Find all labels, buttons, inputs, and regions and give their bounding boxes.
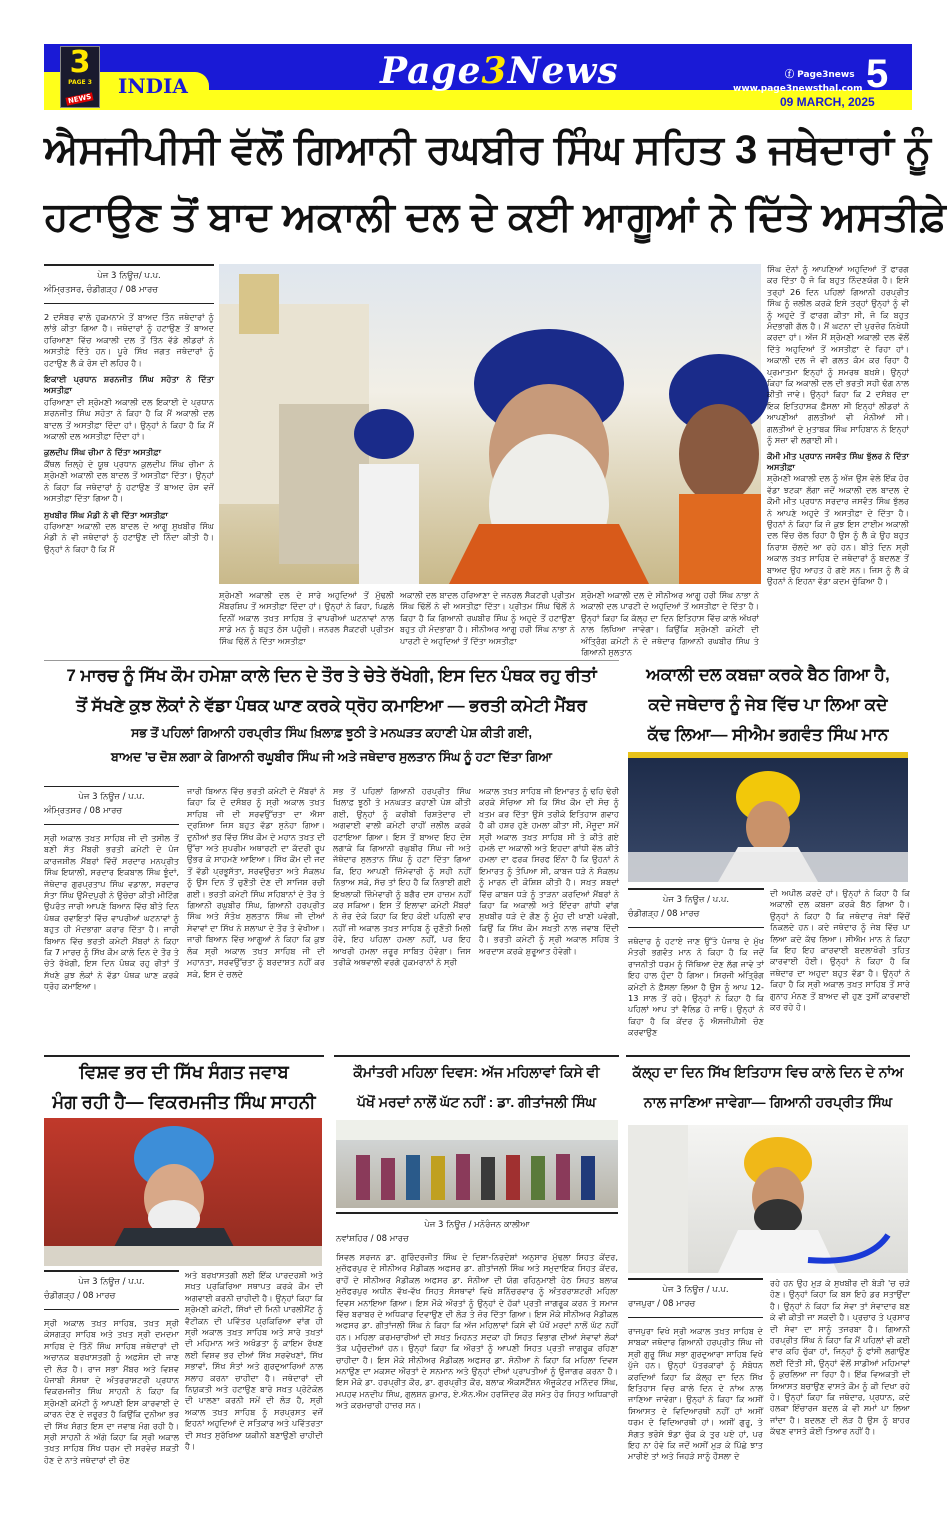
story2-headline-2: ਤੋਂ ਸੱਖਣੇ ਕੁਝ ਲੋਕਾਂ ਨੇ ਵੱਡਾ ਪੰਥਕ ਘਾਣ ਕਰਕੇ ਧ੍ਰੋਹ ਕਮਾਇਆ — ਭਰਤੀ ਕਮੇਟੀ ਮੈਂਬਰ bbox=[76, 696, 587, 715]
story2-column-2: ਜਾਰੀ ਬਿਆਨ ਵਿੱਚ ਭਰਤੀ ਕਮੇਟੀ ਦੇ ਮੈਂਬਰਾਂ ਨੇ ਕਿਹਾ ਕਿ ਦੋ ਦਸੰਬਰ ਨੂੰ ਸ੍ਰੀ ਅਕਾਲ ਤਖ਼ਤ ਸਾਹਿਬ ਜੀ ਦੀ ਸਰਵਉੱਚਤਾ ਦਾ ਐਸਾ ਦ੍ਰਸ਼ਿਆ ਜਿਸ ਬਹੁਤ ਵੱਡਾ ਸੁਨੇਹਾ ਗਿਆ। ਦੁਨੀਆਂ ਭਰ ਵਿੱਚ ਸਿੱਖ ਕੌਮ ਦੇ ਮਹਾਨ ਤਖ਼ਤ ਦੀ ਉੱਚਾ ਅਤੇ ਸੁਪਰੀਮ ਅਥਾਰਟੀ ਦਾ ਕੱਦਰੀ ਰੂਪ ਉਭਰ ਕੇ ਸਾਹਮਣੇ ਆਇਆ। ਸਿੱਖ ਕੌਮ ਦੀ ਜਦ ਤੋਂ ਵੱਡੀ ਪ੍ਰਭੂਸੱਤਾ, ਸਰਵਉਚਤਾ ਅਤੇ ਸੰਕਲਪ ਨੂੰ ਉਸ ਦਿਨ ਤੋਂ ਚੁਣੌਤੀ ਦੇਣ ਦੀ ਸਾਜਿਸ਼ ਰਚੀ ਗਈ। ਭਰਤੀ ਕਮੇਟੀ ਸਿੰਘ ਸਹਿਬਾਨਾਂ ਦੇ ਤੌਰ ਤੇ ਗਿਆਨੀ ਰਘੁਬੀਰ ਸਿੰਘ, ਗਿਆਨੀ ਹਰਪ੍ਰੀਤ ਸਿੰਘ ਅਤੇ ਸੰਤੋਖ ਸੁਲਤਾਨ ਸਿੰਘ ਜੀ ਦੀਆਂ ਸੇਵਾਵਾਂ ਦਾ ਸਿੱਖ ਨੇ ਸ਼ਲਾਘਾ ਦੇ ਤੌਰ ਤੇ ਵੇਖੀਆ। ਜਾਰੀ ਬਿਆਨ ਵਿੱਚ ਆਗੂਆਂ ਨੇ ਕਿਹਾ ਕਿ ਕੁਝ ਲੋਕ ਸ੍ਰੀ ਅਕਾਲ ਤਖ਼ਤ ਸਾਹਿਬ ਜੀ ਦੀ ਮਹਾਨਤਾ, ਸਰਵਉੱਚਤਾ ਨੂੰ ਬਰਦਾਸ਼ਤ ਨਹੀਂ ਕਰ ਸਕੇ, ਇਸ ਦੇ ਚਲਦੇ bbox=[187, 786, 325, 979]
story2-byline: ਪੇਜ 3 ਨਿਊਜ਼ / ਪ.ਪ. ਅੰਮ੍ਰਿਤਸਰ / 08 ਮਾਰਚ bbox=[44, 786, 179, 825]
story4-photo-sahni bbox=[44, 1118, 322, 1266]
lead-byline: ਪੇਜ 3 ਨਿਊਜ਼/ ਪ.ਪ. ਅੰਮ੍ਰਿਤਸਰ, ਚੰਡੀਗੜ੍ਹ / 08 ਮਾਰਚ bbox=[44, 264, 214, 304]
story6-header bbox=[626, 1055, 910, 1117]
story3-photo-illustration bbox=[628, 752, 908, 882]
lead-column-3: ਅਕਾਲੀ ਦਲ ਬਾਦਲ ਹਰਿਆਣਾ ਦੇ ਜਨਰਲ ਸੈਕਟਰੀ ਪ੍ਰੀਤਮ ਸਿੰਘ ਢਿੱਲੋਂ ਨੇ ਵੀ ਅਸਤੀਫ਼ਾ ਦਿੱਤਾ। ਪ੍ਰੀਤਮ ਸਿੰਘ ਢਿੱਲੋਂ ਨੇ ਕਿਹਾ ਹੈ ਕਿ ਗਿਆਨੀ ਰਘਬੀਰ ਸਿੰਘ ਨੂੰ ਅਹੁਦੇ ਤੋਂ ਹਟਾਉਣਾ ਬਹੁਤ ਹੀ ਮੰਦਭਾਗਾ ਹੈ। ਸੀਨੀਅਰ ਆਗੂ ਹਰੀ ਸਿੰਘ ਨਾਭਾ ਨੇ ਪਾਰਟੀ ਦੇ ਅਹੁਦਿਆਂ ਤੋਂ ਦਿੱਤਾ ਅਸਤੀਫ਼ਾ bbox=[400, 590, 575, 646]
story6-photo-harpreet bbox=[628, 1125, 908, 1273]
newspaper-title: Page3News bbox=[380, 50, 619, 92]
section-label: INDIA bbox=[118, 74, 188, 98]
story3-column-2: ਦੀ ਅਪੀਲ ਕਰਦੇ ਹਾਂ। ਉਨ੍ਹਾਂ ਨੇ ਕਿਹਾ ਹੈ ਕਿ ਅਕਾਲੀ ਦਲ ਕਬਜ਼ਾ ਕਰਕੇ ਬੈਠ ਗਿਆ ਹੈ। ਉਨ੍ਹਾਂ ਨੇ ਕਿਹਾ ਹੈ ਕਿ ਜਥੇਦਾਰ ਜੇਬਾਂ ਵਿੱਚੋਂ ਨਿਕਲਦੇ ਹਨ। ਕਦੇ ਜਥੇਦਾਰ ਨੂੰ ਜੇਬ ਵਿੱਚ ਪਾ ਲਿਆ ਕਦੇ ਕੱਢ ਲਿਆ। ਸੀਐਮ ਮਾਨ ਨੇ ਕਿਹਾ ਕਿ ਇਹ ਇਹ ਕਾਰਵਾਈ ਬਦਲਾਖੋਰੀ ਤਹਿਤ ਕਾਰਵਾਈ ਹੋਈ। ਉਨ੍ਹਾਂ ਨੇ ਕਿਹਾ ਹੈ ਕਿ ਜਥੇਦਾਰ ਦਾ ਅਹੁਦਾ ਬਹੁਤ ਵੱਡਾ ਹੈ। ਉਨ੍ਹਾਂ ਨੇ ਕਿਹਾ ਹੈ ਕਿ ਸ੍ਰੀ ਅਕਾਲ ਤਖ਼ਤ ਸਾਹਿਬ ਤੋਂ ਸਾਰੇ ਗੁਨਾਹ ਮੰਨਣ ਤੋਂ ਬਾਅਦ ਵੀ ਹੁਣ ਤੁਸੀਂ ਕਾਰਵਾਈ ਕਰ ਰਹੇ ਹੋ। bbox=[770, 888, 910, 1013]
story4-column-1: ਪੇਜ 3 ਨਿਊਜ਼ / ਪ.ਪ. ਚੰਡੀਗੜ੍ਹ / 08 ਮਾਰਚ ਸ੍ਰੀ ਅਕਾਲ ਤਖ਼ਤ ਸਾਹਿਬ, ਤਖ਼ਤ ਸ੍ਰੀ ਕੇਸਗੜ੍ਹ ਸਾਹਿਬ ਅਤੇ ਤਖ਼ਤ ਸ੍ਰੀ ਦਮਦਮਾ ਸਾਹਿਬ ਦੇ ਤਿੰਨੋਂ ਸਿੰਘ ਸਾਹਿਬ ਜਥੇਦਾਰਾਂ ਦੀ ਅਚਾਨਕ ਬਰਖ਼ਾਸਤਗੀ ਨੂੰ ਅਫ਼ਸੋਸ ਦੀ ਜਾਣ ਦੀ ਲੋੜ ਹੈ। ਰਾਜ ਸਭਾ ਮੈਂਬਰ ਅਤੇ ਵਿਸ਼ਵ ਪੰਜਾਬੀ ਸੰਸਥਾ ਦੇ ਅੰਤਰਰਾਸ਼ਟਰੀ ਪ੍ਰਧਾਨ ਵਿਕਰਮਜੀਤ ਸਿੰਘ ਸਾਹਨੀ ਨੇ ਕਿਹਾ ਕਿ ਸ਼੍ਰੋਮਣੀ ਕਮੇਟੀ ਨੂੰ ਆਪਣੀ ਇਸ ਕਾਰਵਾਈ ਦੇ ਕਾਰਨ ਦੇਣ ਦੇ ਜ਼ਰੂਰਤ ਹੈ ਕਿਉਂਕਿ ਦੁਨੀਆ ਭਰ ਦੀ ਸਿੱਖ ਸੰਗਤ ਇਸ ਦਾ ਜਵਾਬ ਮੰਗ ਰਹੀ ਹੈ। ਸ੍ਰੀ ਸਾਹਨੀ ਨੇ ਅੱਗੇ ਕਿਹਾ ਕਿ ਸ੍ਰੀ ਅਕਾਲ ਤਖ਼ਤ ਸਾਹਿਬ ਸਿੱਖ ਧਰਮ ਦੀ ਸਰਵੋਚ ਸ਼ਕਤੀ ਹੋਣ ਦੇ ਨਾਤੇ ਜਥੇਦਾਰਾਂ ਦੀ ਚੋਣ bbox=[44, 1270, 179, 1525]
story6-headline-2: ਨਾਲ ਜਾਣਿਆ ਜਾਵੇਗਾ— ਗਿਆਨੀ ਹਰਪ੍ਰੀਤ ਸਿੰਘ bbox=[643, 1094, 893, 1110]
facebook-handle[interactable]: ⓕ Page3news bbox=[785, 70, 855, 80]
story2-column-3: ਸਭ ਤੋਂ ਪਹਿਲਾਂ ਗਿਆਨੀ ਹਰਪ੍ਰੀਤ ਸਿੰਘ ਖ਼ਿਲਾਫ਼ ਝੂਠੀ ਤੇ ਮਨਘੜਤ ਕਹਾਣੀ ਪੇਸ਼ ਕੀਤੀ ਗਈ, ਉਨ੍ਹਾਂ ਨੂੰ ਕਰੀਬੀ ਰਿਸ਼ਤੇਦਾਰ ਦੀ ਅਗਵਾਈ ਵਾਲੀ ਕਮੇਟੀ ਰਾਹੀਂ ਜ਼ਲੀਲ ਕਰਕੇ ਹਟਾਇਆ ਗਿਆ। ਇਸ ਤੋਂ ਬਾਅਦ ਇਹ ਦੋਸ਼ ਲਗਾਕੇ ਕਿ ਗਿਆਨੀ ਰਘੁਬੀਰ ਸਿੰਘ ਜੀ ਅਤੇ ਜੱਥੇਦਾਰ ਸੁਲਤਾਨ ਸਿੰਘ ਨੂੰ ਹਟਾ ਦਿੱਤਾ ਗਿਆ ਕਿ, ਇਹ ਆਪਣੀ ਜ਼ਿੰਮੇਵਾਰੀ ਨੂੰ ਸਹੀ ਨਹੀਂ ਨਿਭਾਅ ਸਕੇ, ਸੱਚ ਤਾਂ ਇਹ ਹੈ ਕਿ ਨਿਭਾਈ ਗਈ ਇਖਲਾਕੀ ਜ਼ਿੰਮੇਵਾਰੀ ਨੂੰ ਬਗੈਰ ਦਸ ਹਾਜ਼ਮ ਨਹੀਂ ਕਰ ਸਕਿਆ। ਇਸ ਤੋਂ ਇਲਾਵਾ ਕਮੇਟੀ ਮੈਂਬਰਾਂ ਨੇ ਜ਼ੋਰ ਦੇਕੇ ਕਿਹਾ ਕਿ ਇਹ ਕੋਈ ਪਹਿਲੀ ਵਾਰ ਨਹੀਂ ਜੀ ਅਕਾਲ ਤਖ਼ਤ ਸਾਹਿਬ ਨੂੰ ਚੁਣੌਤੀ ਮਿਲੀ ਹੋਵੇ, ਇਹ ਪਹਿਲਾ ਹਮਲਾ ਨਹੀਂ, ਪਰ ਇਹ ਆਖਰੀ ਹਮਲਾ ਜ਼ਰੂਰ ਸਾਬਿਤ ਹੋਵੇਗਾ। ਜਿਸ ਤਰੀਕੇ ਅਥਵਾਲੀ ਵਰਗੇ ਹੁਕਮਰਾਨਾਂ ਨੇ ਸ੍ਰੀ bbox=[333, 786, 471, 968]
story5-byline: ਪੇਜ 3 ਨਿਊਜ਼ / ਮਨੋਰੰਜਨ ਕਾਲੀਆ ਨਵਾਂਸ਼ਹਿਰ / 08 ਮਾਰਚ bbox=[336, 1212, 618, 1246]
lead-headline-line-2: ਹਟਾਉਣ ਤੋਂ ਬਾਦ ਅਕਾਲੀ ਦਲ ਦੇ ਕਈ ਆਗੂਆਂ ਨੇ ਦਿੱਤੇ ਅਸਤੀਫ਼ੇ bbox=[44, 195, 947, 239]
story4-header bbox=[44, 1055, 324, 1117]
story4-headline-2: ਮੰਗ ਰਹੀ ਹੈ— ਵਿਕਰਮਜੀਤ ਸਿੰਘ ਸਾਹਨੀ bbox=[52, 1092, 316, 1112]
story6-column-2: ਰਹੇ ਹਨ ਉਹ ਮੁੜ ਕੇ ਸੁਖਬੀਰ ਦੀ ਬੇੜੀ 'ਚ ਚੜੇ ਹੋਣ। ਉਨ੍ਹਾਂ ਕਿਹਾ ਕਿ ਬਸ ਇਹੋ ਡਰ ਸਤਾਉਂਦਾ ਹੈ। ਉਨ੍ਹਾਂ ਨੇ ਕਿਹਾ ਕਿ ਸੇਵਾ ਤਾਂ ਸੇਵਾਦਾਰ ਬਣ ਕੇ ਵੀ ਕੀਤੀ ਜਾ ਸਕਦੀ ਹੈ। ਪ੍ਰਚਾਰ ਤੇ ਪ੍ਰਸਾਰ ਦੀ ਸੇਵਾ ਦਾ ਸਾਨੂੰ ਤਜਰਬਾ ਹੈ। ਗਿਆਨੀ ਹਰਪ੍ਰੀਤ ਸਿੰਘ ਨੇ ਕਿਹਾ ਕਿ ਮੈਂ ਪਹਿਲਾਂ ਵੀ ਕਈ ਵਾਰ ਕਹਿ ਚੁੱਕਾ ਹਾਂ, ਜਿਨ੍ਹਾਂ ਨੂੰ ਫਾਂਸੀ ਲਗਾਉਣ ਲਈ ਦਿੱਤੀ ਸੀ, ਉਨ੍ਹਾਂ ਵੱਲੋਂ ਸਾਡੀਆਂ ਮਹਿਮਾਵਾਂ ਨੂੰ ਕੁਚਲਿਆ ਜਾ ਰਿਹਾ ਹੈ। ਇੱਕ ਵਿਅਕਤੀ ਦੀ ਸਿਆਸਤ ਬਚਾਉਣ ਵਾਸਤੇ ਕੌਮ ਨੂੰ ਕੀ ਦਿਖਾ ਰਹੇ ਹੋ। ਉਨ੍ਹਾਂ ਕਿਹਾ ਕਿ ਜਥੇਦਾਰ, ਪ੍ਰਧਾਨ, ਕਦੇ ਹਲਕਾ ਇੰਚਾਰਜ ਬਦਲ ਕੇ ਵੀ ਸਮਾਂ ਪਾ ਲਿਆ ਜਾਂਦਾ ਹੈ। ਬਦਲਣ ਦੀ ਲੋੜ ਹੈ ਉਸ ਨੂੰ ਬਾਹਰ ਕੱਢਣ ਵਾਸਤੇ ਕੋਈ ਤਿਆਰ ਨਹੀਂ ਹੈ। bbox=[770, 1278, 910, 1437]
story6-column-1: ਪੇਜ 3 ਨਿਊਜ਼ / ਪ.ਪ. ਰਾਜਪੁਰਾ / 08 ਮਾਰਚ ਰਾਜਪੁਰਾ ਵਿਖੇ ਸ੍ਰੀ ਅਕਾਲ ਤਖ਼ਤ ਸਾਹਿਬ ਦੇ ਸਾਬਕਾ ਜਥੇਦਾਰ ਗਿਆਨੀ ਹਰਪ੍ਰੀਤ ਸਿੰਘ ਜੀ ਸ੍ਰੀ ਗੁਰੂ ਸਿੰਘ ਸਭਾ ਗੁਰਦੁਆਰਾ ਸਾਹਿਬ ਵਿਖੇ ਪੁੱਜੇ ਹਨ। ਉਨ੍ਹਾਂ ਪੱਤਰਕਾਰਾਂ ਨੂੰ ਸੰਬੋਧਨ ਕਰਦਿਆਂ ਕਿਹਾ ਕਿ ਕੱਲ੍ਹ ਦਾ ਦਿਨ ਸਿੱਖ ਇਤਿਹਾਸ ਵਿਚ ਕਾਲੇ ਦਿਨ ਦੇ ਨਾਂਅ ਨਾਲ ਜਾਣਿਆ ਜਾਵੇਗਾ। ਉਨ੍ਹਾਂ ਨੇ ਕਿਹਾ ਕਿ ਅਸੀਂ ਸਿਆਸਤ ਦੇ ਵਿਦਿਆਰਥੀ ਨਹੀਂ ਹਾਂ ਅਸੀਂ ਧਰਮ ਦੇ ਵਿਦਿਆਰਥੀ ਹਾਂ। ਅਸੀਂ ਗੁਰੂ, ਤੇ ਸੰਗਤ ਭਰੋਸੇ ਝੰਡਾ ਚੁੱਕ ਕੇ ਤੁਰ ਪਏ ਹਾਂ, ਪਰ ਇਹ ਨਾ ਹੋਵੇ ਕਿ ਜਦੋਂ ਅਸੀਂ ਮੁੜ ਕੇ ਪਿੱਛੇ ਝਾਤ ਮਾਰੀਏ ਤਾਂ ਅਤੇ ਜਿਹੜੇ ਸਾਨੂੰ ਹੌਸਲਾ ਦੇ bbox=[628, 1278, 763, 1525]
story2-subhead-1: ਸਭ ਤੋਂ ਪਹਿਲਾਂ ਗਿਆਨੀ ਹਰਪ੍ਰੀਤ ਸਿੰਘ ਖ਼ਿਲਾਫ਼ ਝੂਠੀ ਤੇ ਮਨਘੜਤ ਕਹਾਣੀ ਪੇਸ਼ ਕੀਤੀ ਗਈ, bbox=[131, 726, 532, 740]
story2-column-1: ਪੇਜ 3 ਨਿਊਜ਼ / ਪ.ਪ. ਅੰਮ੍ਰਿਤਸਰ / 08 ਮਾਰਚ ਸ੍ਰੀ ਅਕਾਲ ਤਖ਼ਤ ਸਾਹਿਬ ਜੀ ਦੀ ਤਸੀਲ ਤੋਂ ਬਣੀ ਸੱਤ ਮੈਂਬਰੀ ਭਰਤੀ ਕਮੇਟੀ ਦੇ ਪੰਜ ਕਾਰਜਸ਼ੀਲ ਮੈਂਬਰਾਂ ਵਿੱਚੋਂ ਸਰਦਾਰ ਮਨਪ੍ਰੀਤ ਸਿੰਘ ਇਯਾਲੀ, ਸਰਦਾਰ ਇਕਬਾਲ ਸਿੰਘ ਝੂੰਦਾਂ, ਜੱਥੇਦਾਰ ਗੁਰਪ੍ਰਤਾਪ ਸਿੰਘ ਵਡਾਲਾ, ਸਰਦਾਰ ਸੰਤਾ ਸਿੰਘ ਉਮੈਦਪੁਰੀ ਨੇ ਉਚੇਚਾ ਕੀਤੀ ਮੀਟਿੰਗ ਉਪਰੰਤ ਜਾਰੀ ਆਪਣੇ ਬਿਆਨ ਵਿੱਚ ਬੀਤੇ ਦਿਨ ਪੰਥਕ ਰਵਾਇਤਾਂ ਵਿੱਚ ਵਾਪਰੀਆਂ ਘਟਨਾਵਾਂ ਨੂੰ ਬਹੁਤ ਹੀ ਮੰਦਭਾਗਾ ਕਰਾਰ ਦਿੱਤਾ ਹੈ। ਜਾਰੀ ਬਿਆਨ ਵਿੱਚ ਭਰਤੀ ਕਮੇਟੀ ਮੈਂਬਰਾਂ ਨੇ ਕਿਹਾ ਕਿ 7 ਮਾਰਚ ਨੂੰ ਸਿੱਖ ਕੌਮ ਕਾਲੇ ਦਿਨ ਦੇ ਤੌਰ ਤੇ ਚੇਤੇ ਰੱਖੇਗੀ, ਇਸ ਦਿਨ ਪੰਥਕ ਰਹੁ ਰੀਤਾਂ ਤੋਂ ਸੱਖਣੇ ਕੁਝ ਲੋਕਾਂ ਨੇ ਵੱਡਾ ਪੰਥਕ ਘਾਣ ਕਰਕੇ ਧ੍ਰੋਹ ਕਮਾਇਆ। bbox=[44, 786, 179, 1044]
story2-subhead-2: ਬਾਅਦ 'ਚ ਦੋਸ਼ ਲਗਾ ਕੇ ਗਿਆਨੀ ਰਘੂਬੀਰ ਸਿੰਘ ਜੀ ਅਤੇ ਜਥੇਦਾਰ ਸੁਲਤਾਨ ਸਿੰਘ ਨੂੰ ਹਟਾ ਦਿੱਤਾ ਗਿਆ bbox=[111, 750, 552, 764]
story2-column-4: ਅਕਾਲ ਤਖ਼ਤ ਸਾਹਿਬ ਜੀ ਇਮਾਰਤ ਨੂੰ ਢਹਿ ਢੇਰੀ ਕਰਕੇ ਸੋਚਿਆ ਸੀ ਕਿ ਸਿੱਖ ਕੌਮ ਦੀ ਸੋਚ ਨੂੰ ਖ਼ਤਮ ਕਰ ਦਿੱਤਾ ਉਸੇ ਤਰੀਕੇ ਇਤਿਹਾਸ ਗਵਾਹ ਹੈ ਕੀ ਹਸ਼ਰ ਹੁਣੇ ਹਮਲਾ ਕੀਤਾ ਸੀ, ਮੌਜੂਦਾ ਸਮੇਂ ਸ੍ਰੀ ਅਕਾਲ ਤਖ਼ਤ ਸਾਹਿਬ ਸੀ ਤੇ ਕੀਤੇ ਗਏ ਹਮਲੇ ਦਾ ਅਕਾਲੀ ਅਤੇ ਇਹਦਾ ਗਾਂਧੀ ਵੱਲ ਕੀਤੇ ਹਮਲਾ ਦਾ ਫਰਕ ਸਿਰਫ ਇੰਨਾ ਹੈ ਕਿ ਉਹਨਾਂ ਨੇ ਇਮਾਰਤ ਨੂੰ ਤੋਪਿਆ ਸੀ, ਕਾਬਜ ਧੜੇ ਨੇ ਸੰਕਲਪ ਨੂੰ ਮਾਰਨ ਦੀ ਕੋਸ਼ਿਸ਼ ਕੀਤੀ ਹੈ। ਸਖ਼ਤ ਸ਼ਬਦਾਂ ਵਿੱਚ ਕਾਬਜ ਧੜੇ ਨੂੰ ਤਾੜਨਾ ਕਰਦਿਆਂ ਮੈਂਬਰਾਂ ਨੇ ਕਿਹਾ ਕਿ ਅਕਾਲੀ ਅਤੇ ਇੰਦਰਾ ਗਾਂਧੀ ਵਾਂਗ ਸੁਖਬੀਰ ਧੜੇ ਦੇ ਗੌਣ ਨੂੰ ਮੂੰਹ ਦੀ ਖਾਣੀ ਪਵੇਗੀ, ਕਿਉਂ ਕਿ ਸਿੱਖ ਕੌਮ ਸਖ਼ਤੀ ਨਾਲ ਜਵਾਬ ਦਿੰਦੀ ਹੈ। ਭਰਤੀ ਕਮੇਟੀ ਨੂੰ ਸ੍ਰੀ ਅਕਾਲ ਸਹਿਬ ਤੇ ਅਰਦਾਸ ਕਰਕੇ ਸ਼ੁਰੂਆਤ ਹੋਵੇਗੀ। bbox=[479, 786, 619, 956]
story3-column-1: ਪੇਜ 3 ਨਿਊਜ਼ / ਪ.ਪ. ਚੰਡੀਗੜ੍ਹ / 08 ਮਾਰਚ ਜਥੇਦਾਰ ਨੂੰ ਹਟਾਏ ਜਾਣ ਉੱਤੇ ਪੰਜਾਬ ਦੇ ਮੁੱਖ ਮੰਤਰੀ ਭਗਵੰਤ ਮਾਨ ਨੇ ਕਿਹਾ ਹੈ ਕਿ ਜਦੋਂ ਰਾਜਨੀਤੀ ਧਰਮ ਨੂੰ ਜਿੱਥਿਆ ਦੇਣ ਲੱਗ ਜਾਵੇ ਤਾਂ ਇਹ ਹਾਲ ਹੁੰਦਾ ਹੈ ਗਿਆ। ਸਿਰਜੀ ਅੰਤ੍ਰਿੰਗ ਕਮੇਟੀ ਨੇ ਫ਼ੈਸਲਾ ਲਿਆ ਹੈ ਉਸ ਨੂੰ ਆਪ 12-13 ਸਾਲ ਤੋਂ ਰਹੇ। ਉਨ੍ਹਾਂ ਨੇ ਕਿਹਾ ਹੈ ਕਿ ਪਹਿਲਾਂ ਆਪ ਤਾਂ ਵੈਲਿਡ ਹੋ ਜਾਓ। ਉਨ੍ਹਾਂ ਨੇ ਕਿਹਾ ਹੈ ਕਿ ਕੇਂਦਰ ਨੂੰ ਐਸਜੀਪੀਸੀ ਚੋਣ ਕਰਵਾਉਣ bbox=[628, 888, 764, 1044]
story3-headline-2: ਕਦੇ ਜਥੇਦਾਰ ਨੂੰ ਜੇਬ ਵਿੱਚ ਪਾ ਲਿਆ ਕਦੇ bbox=[648, 695, 888, 714]
story5-headline-2: ਪੱਖੋਂ ਮਰਦਾਂ ਨਾਲੋਂ ਘੱਟ ਨਹੀਂ : ਡਾ. ਗੀਤਾਂਜਲੀ ਸਿੰਘ bbox=[357, 1094, 596, 1110]
page-number: 5 bbox=[866, 52, 889, 96]
lead-column-2: ਸ਼੍ਰੋਮਣੀ ਅਕਾਲੀ ਦਲ ਦੇ ਸਾਰੇ ਅਹੁਦਿਆਂ ਤੋਂ ਮੁੱਢਲੀ ਮੈਂਬਰਸ਼ਿਪ ਤੋਂ ਅਸਤੀਫ਼ਾ ਦਿੰਦਾ ਹਾਂ। ਉਨ੍ਹਾਂ ਨੇ ਕਿਹਾ, ਪਿਛਲੇ ਦਿਨੀਂ ਅਕਾਲ ਤਖ਼ਤ ਸਾਹਿਬ ਤੇ ਵਾਪਰੀਆਂ ਘਟਨਾਵਾਂ ਨਾਲ ਸਾਡੇ ਮਨ ਨੂੰ ਬਹੁਤ ਠੇਸ ਪਹੁੰਚੀ। ਜਨਰਲ ਸੈਕਟਰੀ ਪ੍ਰੀਤਮ ਸਿੰਘ ਢਿੱਲੋਂ ਨੇ ਦਿੱਤਾ ਅਸਤੀਫ਼ਾ bbox=[219, 590, 394, 646]
story5-body: ਸਿਵਲ ਸਰਜਨ ਡਾ. ਗੁਰਿੰਦਰਜੀਤ ਸਿੰਘ ਦੇ ਦਿਸ਼ਾ-ਨਿਰਦੇਸ਼ਾਂ ਅਨੁਸਾਰ ਮੁੱਢਲਾ ਸਿਹਤ ਕੇਂਦਰ, ਮੁਜ਼ੱਫਰਪੁਰ ਦੇ ਸੀਨੀਅਰ ਮੈਡੀਕਲ ਅਫਸਰ ਡਾ. ਗੀਤਾਂਜਲੀ ਸਿੰਘ ਅਤੇ ਸਮੁਦਾਇਕ ਸਿਹਤ ਕੇਂਦਰ, ਰਾਹੋਂ ਦੇ ਸੀਨੀਅਰ ਮੈਡੀਕਲ ਅਫਸਰ ਡਾ. ਸੋਨੀਆ ਦੀ ਯੋਗ ਰਹਿਨੁਮਾਈ ਹੇਠ ਸਿਹਤ ਬਲਾਕ ਮੁਜ਼ੱਫਰਪੁਰ ਅਧੀਨ ਵੱਖ-ਵੱਖ ਸਿਹਤ ਸੰਸਥਾਵਾਂ ਵਿਖੇ ਸ਼ਨਿੱਚਰਵਾਰ ਨੂੰ ਅੰਤਰਰਾਸ਼ਟਰੀ ਮਹਿਲਾ ਦਿਵਸ ਮਨਾਇਆ ਗਿਆ। ਇਸ ਮੌਕੇ ਔਰਤਾਂ ਨੂੰ ਉਨ੍ਹਾਂ ਦੇ ਹੱਕਾਂ ਪ੍ਰਤੀ ਜਾਗਰੂਕ ਕਰਨ ਤੇ ਸਮਾਜ ਵਿੱਚ ਬਰਾਬਰ ਦੇ ਅਧਿਕਾਰ ਦਿਵਾਉਣ ਦੀ ਲੋੜ ਤੇ ਜ਼ੋਰ ਦਿੱਤਾ ਗਿਆ। ਇਸ ਮੌਕੇ ਸੀਨੀਅਰ ਮੈਡੀਕਲ ਅਫਸਰ ਡਾ. ਗੀਤਾਂਜਲੀ ਸਿੰਘ ਨੇ ਕਿਹਾ ਕਿ ਅੱਜ ਮਹਿਲਾਵਾਂ ਕਿਸੇ ਵੀ ਪੱਖੋਂ ਮਰਦਾਂ ਨਾਲੋਂ ਘੱਟ ਨਹੀਂ ਹਨ। ਮਹਿਲਾ ਕਰਮਚਾਰੀਆਂ ਦੀ ਸਖ਼ਤ ਮਿਹਨਤ ਸਦਕਾ ਹੀ ਸਿਹਤ ਵਿਭਾਗ ਦੀਆਂ ਸੇਵਾਵਾਂ ਲੋਕਾਂ ਤੱਕ ਪਹੁੰਚਦੀਆਂ ਹਨ। ਉਨ੍ਹਾਂ ਕਿਹਾ ਕਿ ਔਰਤਾਂ ਨੂੰ ਆਪਣੀ ਸਿਹਤ ਪ੍ਰਤੀ ਜਾਗਰੂਕ ਰਹਿਣਾ ਚਾਹੀਦਾ ਹੈ। ਇਸ ਮੌਕੇ ਸੀਨੀਅਰ ਮੈਡੀਕਲ ਅਫਸਰ ਡਾ. ਸੋਨੀਆ ਨੇ ਕਿਹਾ ਕਿ ਮਹਿਲਾ ਦਿਵਸ ਮਨਾਉਣ ਦਾ ਮਕਸਦ ਔਰਤਾਂ ਦੇ ਸਨਮਾਨ ਅਤੇ ਉਨ੍ਹਾਂ ਦੀਆਂ ਪ੍ਰਾਪਤੀਆਂ ਨੂੰ ਉਜਾਗਰ ਕਰਨਾ ਹੈ। ਇਸ ਮੌਕੇ ਡਾ. ਹਰਪ੍ਰੀਤ ਕੌਰ, ਡਾ. ਗੁਰਪ੍ਰੀਤ ਕੌਰ, ਬਲਾਕ ਐਕਸਟੈਂਸ਼ਨ ਐਜੂਕੇਟਰ ਮਨਿੰਦਰ ਸਿੰਘ, ਮਪਹਵ ਮਨਦੀਪ ਸਿੰਘ, ਗੁਲਸ਼ਨ ਕੁਮਾਰ, ਏ.ਐਨ.ਐਮ ਹਰਜਿੰਦਰ ਕੌਰ ਸਮੇਤ ਹੋਰ ਸਿਹਤ ਅਧਿਕਾਰੀ ਅਤੇ ਕਰਮਚਾਰੀ ਹਾਜ਼ਰ ਸਨ। bbox=[336, 1252, 618, 1411]
story3-byline: ਪੇਜ 3 ਨਿਊਜ਼ / ਪ.ਪ. ਚੰਡੀਗੜ੍ਹ / 08 ਮਾਰਚ bbox=[628, 888, 764, 928]
lead-photo-illustration bbox=[219, 264, 761, 584]
story2-headline-1: 7 ਮਾਰਚ ਨੂੰ ਸਿੱਖ ਕੌਮ ਹਮੇਸ਼ਾ ਕਾਲੇ ਦਿਨ ਦੇ ਤੌਰ ਤੇ ਚੇਤੇ ਰੱਖੇਗੀ, ਇਸ ਦਿਨ ਪੰਥਕ ਰਹੁ ਰੀਤਾਂ bbox=[66, 666, 597, 685]
lead-column-4: ਸ਼੍ਰੋਮਣੀ ਅਕਾਲੀ ਦਲ ਦੇ ਸੀਨੀਅਰ ਆਗੂ ਹਰੀ ਸਿੰਘ ਨਾਭਾ ਨੇ ਅਕਾਲੀ ਦਲ ਪਾਰਟੀ ਦੇ ਅਹੁਦਿਆਂ ਤੋਂ ਅਸਤੀਫ਼ਾ ਦੇ ਦਿੱਤਾ ਹੈ। ਉਨ੍ਹਾਂ ਕਿਹਾ ਕਿ ਕੱਲ੍ਹ ਦਾ ਦਿਨ ਇਤਿਹਾਸ ਵਿੱਚ ਕਾਲੇ ਅੱਖਰਾਂ ਨਾਲ ਲਿਖਿਆ ਜਾਵੇਗਾ। ਕਿਉਂਕਿ ਸ਼੍ਰੋਮਣੀ ਕਮੇਟੀ ਦੀ ਅੰਤ੍ਰਿੰਗ ਕਮੇਟੀ ਨੇ ਦੋ ਜਥੇਦਾਰ ਗਿਆਨੀ ਰਘਬੀਰ ਸਿੰਘ ਤੇ ਗਿਆਨੀ ਸੁਲਤਾਨ bbox=[581, 590, 759, 658]
lead-column-5: ਸਿੰਘ ਦੋਨਾਂ ਨੂੰ ਆਪਣਿਆਂ ਅਹੁਦਿਆਂ ਤੋਂ ਫਾਰਗ ਕਰ ਦਿੱਤਾ ਹੈ ਜੋ ਕਿ ਬਹੁਤ ਨਿੰਦਣਯੋਗ ਹੈ। ਇਸੇ ਤਰ੍ਹਾਂ 26 ਦਿਨ ਪਹਿਲਾਂ ਗਿਆਨੀ ਹਰਪ੍ਰੀਤ ਸਿੰਘ ਨੂੰ ਜ਼ਲੀਲ ਕਰਕੇ ਇਸੇ ਤਰ੍ਹਾਂ ਉਨ੍ਹਾਂ ਨੂੰ ਵੀ ਨੂੰ ਅਹੁਦੇ ਤੋਂ ਫਾਰਗ ਕੀਤਾ ਸੀ, ਜੋ ਕਿ ਬਹੁਤ ਮੰਦਭਾਗੀ ਗੱਲ ਹੈ। ਮੈਂ ਘਟਨਾ ਦੀ ਪੁਰਜ਼ੋਰ ਨਿਖੇਧੀ ਕਰਦਾ ਹਾਂ। ਅੱਜ ਮੈਂ ਸ਼੍ਰੋਮਣੀ ਅਕਾਲੀ ਦਲ ਵੱਲੋਂ ਦਿੱਤੇ ਅਹੁਦਿਆਂ ਤੋਂ ਅਸਤੀਫ਼ਾ ਦੇ ਰਿਹਾ ਹਾਂ। ਅਕਾਲੀ ਦਲ ਜੋ ਵੀ ਗਲਤ ਕੰਮ ਕਰ ਰਿਹਾ ਹੈ ਪ੍ਰਮਾਤਮਾ ਇਨ੍ਹਾਂ ਨੂੰ ਸਮਰਥ ਬਖ਼ਸ਼ੇ। ਉਨ੍ਹਾਂ ਕਿਹਾ ਕਿ ਅਕਾਲੀ ਦਲ ਦੀ ਭਰਤੀ ਸਹੀ ਢੰਗ ਨਾਲ ਕੀਤੀ ਜਾਵੇ। ਉਨ੍ਹਾਂ ਕਿਹਾ ਕਿ 2 ਦਸੰਬਰ ਦਾ ਇਕ ਇਤਿਹਾਸਕ ਫ਼ੈਸਲਾ ਸੀ ਇਨ੍ਹਾਂ ਲੀਡਰਾਂ ਨੇ ਆਪਣੀਆਂ ਗਲਤੀਆਂ ਵੀ ਮੰਨੀਆਂ ਸੀ। ਗਲਤੀਆਂ ਦੇ ਮੁਤਾਬਕ ਸਿੰਘ ਸਾਹਿਬਾਨ ਨੇ ਇਨ੍ਹਾਂ ਨੂੰ ਸਜ਼ਾ ਵੀ ਲਗਾਈ ਸੀ। ਕੌਮੀ ਮੀਤ ਪ੍ਰਧਾਨ ਜਸਵੰਤ ਸਿੰਘ ਝੁੱਲਰ ਨੇ ਦਿੱਤਾ ਅਸਤੀਫ਼ਾ ਸ਼੍ਰੋਮਣੀ ਅਕਾਲੀ ਦਲ ਨੂੰ ਅੱਜ ਉਸ ਵੇਲੇ ਇੱਕ ਹੋਰ ਵੱਡਾ ਝਟਕਾ ਲੱਗਾ ਜਦੋਂ ਅਕਾਲੀ ਦਲ ਬਾਦਲ ਦੇ ਕੌਮੀ ਮੀਤ ਪ੍ਰਧਾਨ ਸਰਦਾਰ ਜਸਵੰਤ ਸਿੰਘ ਝੁੱਲਰ ਨੇ ਆਪਣੇ ਅਹੁਦੇ ਤੋਂ ਅਸਤੀਫ਼ਾ ਦੇ ਦਿੱਤਾ ਹੈ। ਉਹਨਾਂ ਨੇ ਕਿਹਾ ਕਿ ਜੋ ਕੁਝ ਇਸ ਟਾਈਮ ਅਕਾਲੀ ਦਲ ਵਿੱਚ ਚੱਲ ਰਿਹਾ ਹੈ ਉਸ ਨੂੰ ਲੈ ਕੇ ਉਹ ਬਹੁਤ ਨਿਰਾਸ਼ ਚੱਲਦੇ ਆ ਰਹੇ ਹਨ। ਬੀਤੇ ਦਿਨ ਸ੍ਰੀ ਅਕਾਲ ਤਖ਼ਤ ਸਾਹਿਬ ਦੇ ਜਥੇਦਾਰਾਂ ਨੂੰ ਬਦਲਣ ਤੋਂ ਬਾਅਦ ਉਹ ਆਹਤ ਹੋ ਗਏ ਸਨ। ਜਿਸ ਨੂੰ ਲੈ ਕੇ ਉਹਨਾਂ ਨੇ ਇਹਨਾ ਵੱਡਾ ਕਦਮ ਚੁੱਕਿਆ ਹੈ। bbox=[767, 264, 909, 586]
story3-headline-1: ਅਕਾਲੀ ਦਲ ਕਬਜ਼ਾ ਕਰਕੇ ਬੈਠ ਗਿਆ ਹੈ, bbox=[646, 665, 890, 684]
story4-byline: ਪੇਜ 3 ਨਿਊਜ਼ / ਪ.ਪ. ਚੰਡੀਗੜ੍ਹ / 08 ਮਾਰਚ bbox=[44, 1270, 179, 1310]
story4-photo-illustration bbox=[44, 1118, 322, 1266]
story3-header bbox=[626, 660, 910, 750]
website-link[interactable]: www.page3newsthal.com bbox=[733, 84, 863, 94]
story2-header bbox=[44, 660, 619, 769]
issue-date: 09 MARCH, 2025 bbox=[780, 95, 875, 109]
story6-photo-illustration bbox=[628, 1125, 908, 1273]
story6-byline: ਪੇਜ 3 ਨਿਊਜ਼ / ਪ.ਪ. ਰਾਜਪੁਰਾ / 08 ਮਾਰਚ bbox=[628, 1278, 763, 1318]
lead-headline-line-1: ਐਸਜੀਪੀਸੀ ਵੱਲੋਂ ਗਿਆਨੀ ਰਘਬੀਰ ਸਿੰਘ ਸਹਿਤ 3 ਜਥੇਦਾਰਾਂ ਨੂੰ bbox=[44, 128, 931, 172]
story5-photo-group bbox=[336, 1120, 618, 1208]
story3-photo-cm bbox=[628, 752, 908, 882]
story4-headline-1: ਵਿਸ਼ਵ ਭਰ ਦੀ ਸਿੱਖ ਸੰਗਤ ਜਵਾਬ bbox=[79, 1062, 289, 1082]
story6-headline-1: ਕੱਲ੍ਹ ਦਾ ਦਿਨ ਸਿੱਖ ਇਤਿਹਾਸ ਵਿਚ ਕਾਲੇ ਦਿਨ ਦੇ ਨਾਂਅ bbox=[632, 1064, 904, 1080]
lead-column-1: ਪੇਜ 3 ਨਿਊਜ਼/ ਪ.ਪ. ਅੰਮ੍ਰਿਤਸਰ, ਚੰਡੀਗੜ੍ਹ / 08 ਮਾਰਚ 2 ਦਸੰਬਰ ਵਾਲੇ ਹੁਕਮਨਾਮੇ ਤੋਂ ਬਾਅਦ ਤਿੰਨ ਜਥੇਦਾਰਾਂ ਨੂੰ ਲਾਂਭੇ ਕੀਤਾ ਗਿਆ ਹੈ। ਜਥੇਦਾਰਾਂ ਨੂੰ ਹਟਾਉਣ ਤੋਂ ਬਾਅਦ ਹਰਿਆਣਾ ਵਿੱਚ ਅਕਾਲੀ ਦਲ ਤੋਂ ਤਿੰਨ ਵੱਡੇ ਲੀਡਰਾਂ ਨੇ ਅਸਤੀਫ਼ੇ ਦਿੱਤੇ ਹਨ। ਪੂਰੇ ਸਿੱਖ ਜਗਤ ਜਥੇਦਾਰਾਂ ਨੂੰ ਹਟਾਉਣ ਲੈ ਕੇ ਰੋਸ ਦੀ ਲਹਿਰ ਹੈ। ਇਕਾਈ ਪ੍ਰਧਾਨ ਸ਼ਰਨਜੀਤ ਸਿੰਘ ਸਹੋਤਾ ਨੇ ਦਿੱਤਾ ਅਸਤੀਫ਼ਾ ਹਰਿਆਣਾ ਦੀ ਸ਼੍ਰੋਮਣੀ ਅਕਾਲੀ ਦਲ ਇਕਾਈ ਦੇ ਪ੍ਰਧਾਨ ਸ਼ਰਨਜੀਤ ਸਿੰਘ ਸਹੋਤਾ ਨੇ ਕਿਹਾ ਹੈ ਕਿ ਮੈਂ ਅਕਾਲੀ ਦਲ ਬਾਦਲ ਤੋਂ ਅਸਤੀਫ਼ਾ ਦਿੰਦਾ ਹਾਂ। ਉਨ੍ਹਾਂ ਨੇ ਕਿਹਾ ਹੈ ਕਿ ਮੈਂ ਅਕਾਲੀ ਦਲ ਅਸਤੀਫ਼ਾ ਦਿੰਦਾ ਹਾਂ। ਕੁਲਦੀਪ ਸਿੰਘ ਚੀਮਾ ਨੇ ਦਿੱਤਾ ਅਸਤੀਫ਼ਾ ਕੈਂਥਲ ਜ਼ਿਲ੍ਹੇ ਦੇ ਯੂਥ ਪ੍ਰਧਾਨ ਕੁਲਦੀਪ ਸਿੰਘ ਚੀਮਾ ਨੇ ਸ਼੍ਰੋਮਣੀ ਅਕਾਲੀ ਦਲ ਬਾਦਲ ਤੋਂ ਅਸਤੀਫ਼ਾ ਦਿੱਤਾ। ਉਨ੍ਹਾਂ ਨੇ ਕਿਹਾ ਕਿ ਜਥੇਦਾਰਾਂ ਨੂੰ ਹਟਾਉਣ ਤੋਂ ਬਾਅਦ ਰੋਸ ਵਜੋਂ ਅਸਤੀਫ਼ਾ ਦਿੱਤਾ ਗਿਆ ਹੈ। ਸੁਖਬੀਰ ਸਿੰਘ ਮੰਡੀ ਨੇ ਵੀ ਦਿੱਤਾ ਅਸਤੀਫ਼ਾ ਹਰਿਆਣਾ ਅਕਾਲੀ ਦਲ ਬਾਦਲ ਦੇ ਆਗੂ ਸੁਖਬੀਰ ਸਿੰਘ ਮੰਡੀ ਨੇ ਵੀ ਜਥੇਦਾਰਾਂ ਨੂੰ ਹਟਾਉਣ ਦੀ ਨਿੰਦਾ ਕੀਤੀ ਹੈ। ਉਨ੍ਹਾਂ ਨੇ ਕਿਹਾ ਹੈ ਕਿ ਮੈਂ bbox=[44, 264, 214, 652]
story3-headline-3: ਕੱਢ ਲਿਆ— ਸੀਐਮ ਭਗਵੰਤ ਸਿੰਘ ਮਾਨ bbox=[647, 725, 889, 744]
page3-logo: 3 PAGE 3 NEWS bbox=[60, 46, 100, 108]
story5-header bbox=[334, 1055, 619, 1117]
lead-photo-jathedar bbox=[219, 264, 761, 584]
story5-photo-illustration bbox=[336, 1120, 618, 1208]
story4-column-2: ਅਤੇ ਬਰਖ਼ਾਸਤਗੀ ਲਈ ਇੱਕ ਪਾਰਦਰਸ਼ੀ ਅਤੇ ਸਖ਼ਤ ਪ੍ਰਕਿਰਿਆ ਸਥਾਪਤ ਕਰਕੇ ਕੌਮ ਦੀ ਅਗਵਾਈ ਕਰਨੀ ਚਾਹੀਦੀ ਹੈ। ਉਨ੍ਹਾਂ ਕਿਹਾ ਕਿ ਸ਼੍ਰੋਮਣੀ ਕਮੇਟੀ, ਸਿੱਖਾਂ ਦੀ ਮਿਨੀ ਪਾਰਲੀਮੈਂਟ ਨੂੰ ਵੈਟੀਕਨ ਦੀ ਪਵਿੱਤਰ ਪ੍ਰਕਿਰਿਆ ਵਾਂਗ ਹੀ ਸ੍ਰੀ ਅਕਾਲ ਤਖ਼ਤ ਸਾਹਿਬ ਅਤੇ ਸਾਰੇ ਤਖ਼ਤਾਂ ਦੀ ਮਹਿਮਾਨ ਅਤੇ ਅਖੰਡਤਾ ਨੂੰ ਕਾਇਮ ਰੱਖਣ ਲਈ ਵਿਸ਼ਵ ਭਰ ਦੀਆਂ ਸਿੱਖ ਸਰਵੇਖਣਾਂ, ਸਿੱਖ ਸਭਾਵਾਂ, ਸਿੱਖ ਸੰਤਾਂ ਅਤੇ ਗੁਰਦੁਆਰਿਆਂ ਨਾਲ ਸਲਾਹ ਕਰਨਾ ਚਾਹੀਦਾ ਹੈ। ਜਥੇਦਾਰਾਂ ਦੀ ਨਿਯੁਕਤੀ ਅਤੇ ਹਟਾਉਣ ਬਾਰੇ ਸਖ਼ਤ ਪ੍ਰੋਟੋਕੋਲ ਦੀ ਪਾਲਣਾ ਕਰਨੀ ਸਮੇਂ ਦੀ ਲੋੜ ਹੈ, ਸ੍ਰੀ ਅਕਾਲ ਤਖ਼ਤ ਸਾਹਿਬ ਨੂੰ ਸਰਪ੍ਰਸਤ ਵਜੋਂ ਇਹਨਾਂ ਅਹੁਦਿਆਂ ਦੇ ਸਤਿਕਾਰ ਅਤੇ ਪਵਿੱਤਰਤਾ ਦੀ ਸਖ਼ਤ ਸੁਰੱਖਿਆ ਯਕੀਨੀ ਬਣਾਉਣੀ ਚਾਹੀਦੀ ਹੈ। bbox=[185, 1270, 323, 1452]
story5-headline-1: ਕੌਮਾਂਤਰੀ ਮਹਿਲਾ ਦਿਵਸ: ਅੱਜ ਮਹਿਲਾਵਾਂ ਕਿਸੇ ਵੀ bbox=[353, 1064, 600, 1080]
